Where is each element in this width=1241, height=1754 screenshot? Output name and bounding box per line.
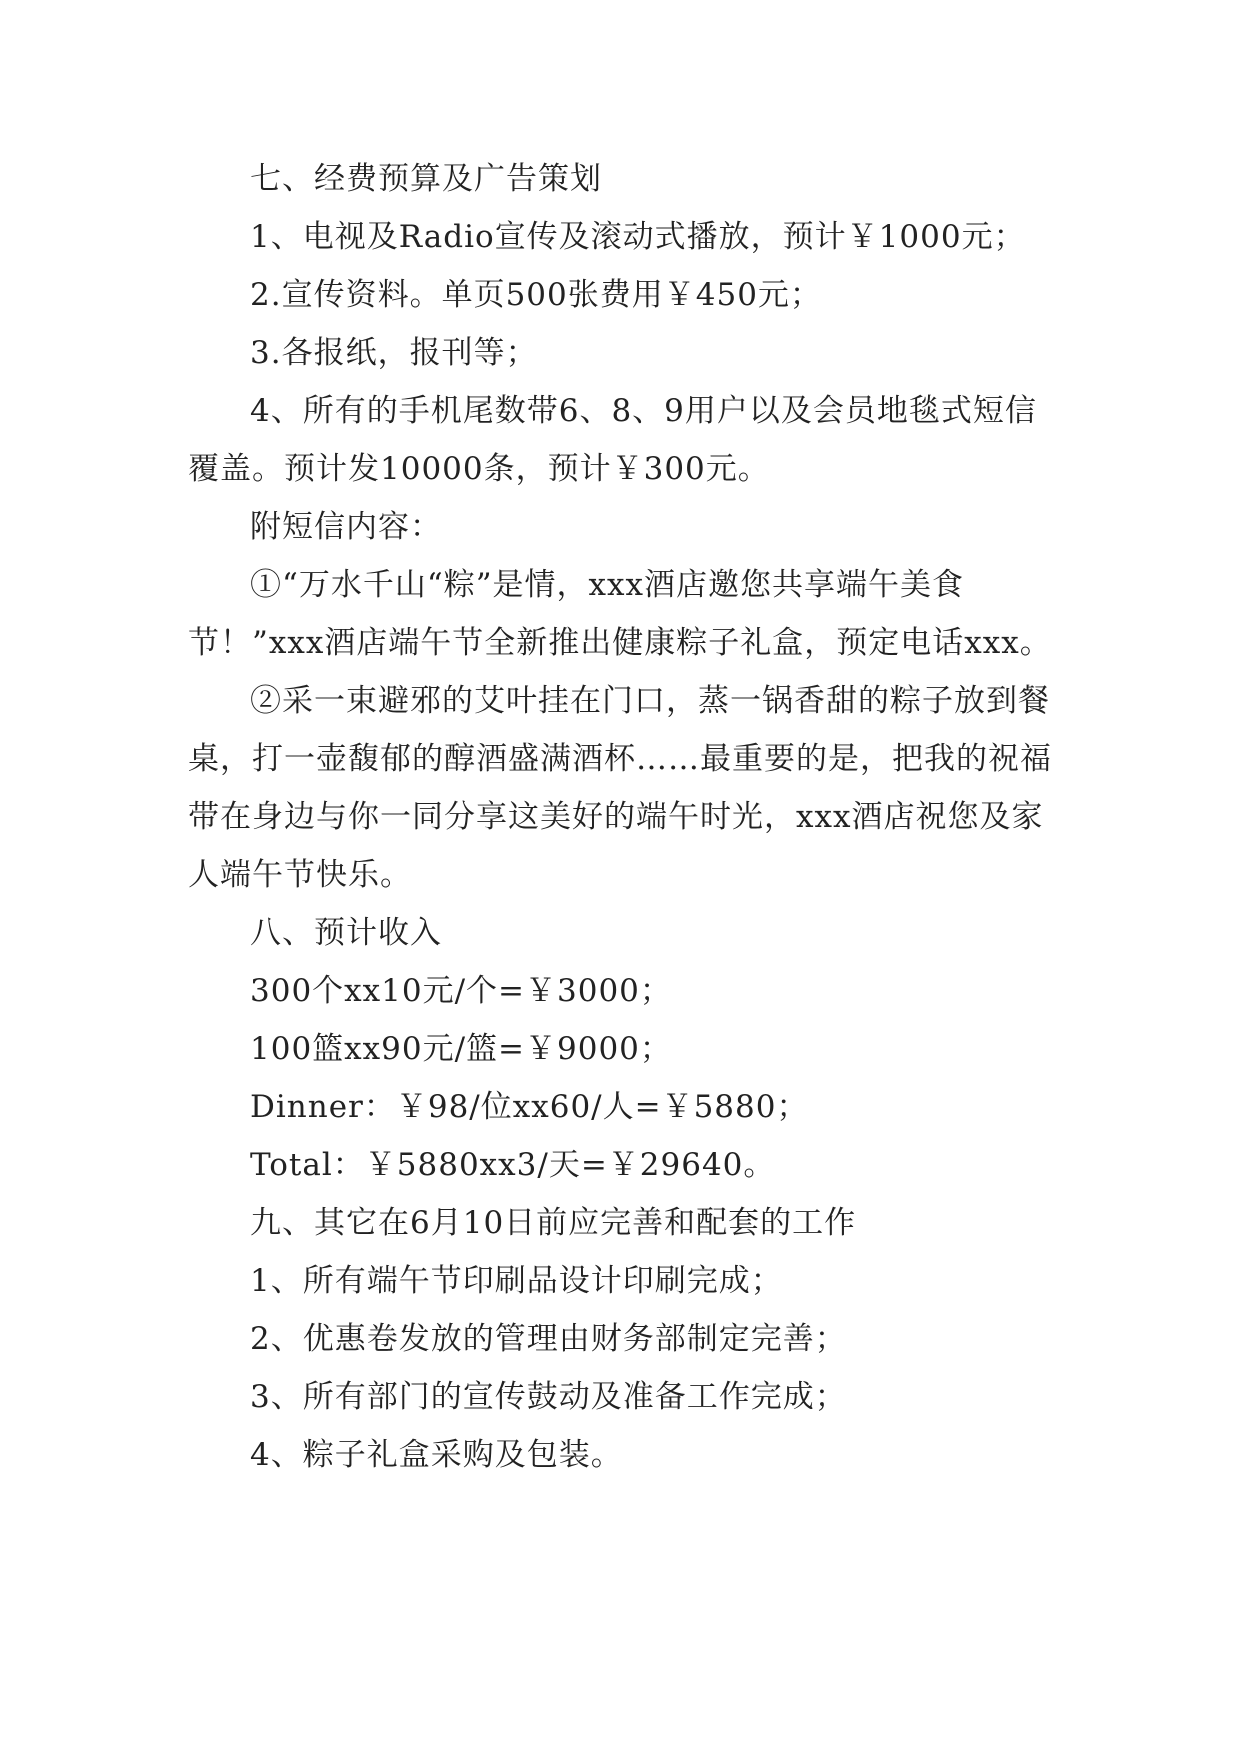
sms-message-1: ①“万水千山“粽”是情，xxx酒店邀您共享端午美食节！”xxx酒店端午节全新推出健康粽子礼盒，预定电话xxx。 bbox=[188, 567, 1052, 661]
budget-item-4: 4、所有的手机尾数带6、8、9用户以及会员地毯式短信覆盖。预计发10000条，预计￥300元。 bbox=[188, 393, 1037, 487]
section-heading-budget: 七、经费预算及广告策划 bbox=[250, 161, 602, 197]
income-line-1: 300个xx10元/个=￥3000； bbox=[250, 973, 672, 1009]
income-line-2: 100篮xx90元/篮=￥9000； bbox=[250, 1031, 672, 1067]
income-line-dinner: Dinner：￥98/位xx60/人=￥5880； bbox=[250, 1089, 809, 1125]
budget-item-3: 3.各报纸，报刊等； bbox=[250, 335, 538, 371]
budget-item-2: 2.宣传资料。单页500张费用￥450元； bbox=[250, 277, 822, 313]
preparation-item-3: 3、所有部门的宣传鼓动及准备工作完成； bbox=[250, 1379, 847, 1415]
sms-message-2: ②采一束避邪的艾叶挂在门口，蒸一锅香甜的粽子放到餐桌，打一壶馥郁的醇酒盛满酒杯……最重要的是，把我的祝福带在身边与你一同分享这美好的端午时光，xxx酒店祝您及家人端午节快乐。 bbox=[188, 683, 1052, 893]
sms-content-label: 附短信内容： bbox=[250, 509, 442, 545]
document-page bbox=[188, 150, 1058, 1484]
section-heading-preparation: 九、其它在6月10日前应完善和配套的工作 bbox=[250, 1205, 857, 1241]
preparation-item-4: 4、粽子礼盒采购及包装。 bbox=[250, 1437, 623, 1473]
income-line-total: Total：￥5880xx3/天=￥29640。 bbox=[250, 1147, 776, 1183]
preparation-item-1: 1、所有端午节印刷品设计印刷完成； bbox=[250, 1263, 783, 1299]
budget-item-1: 1、电视及Radio宣传及滚动式播放，预计￥1000元； bbox=[250, 219, 1026, 255]
section-heading-income: 八、预计收入 bbox=[250, 915, 442, 951]
preparation-item-2: 2、优惠卷发放的管理由财务部制定完善； bbox=[250, 1321, 847, 1357]
